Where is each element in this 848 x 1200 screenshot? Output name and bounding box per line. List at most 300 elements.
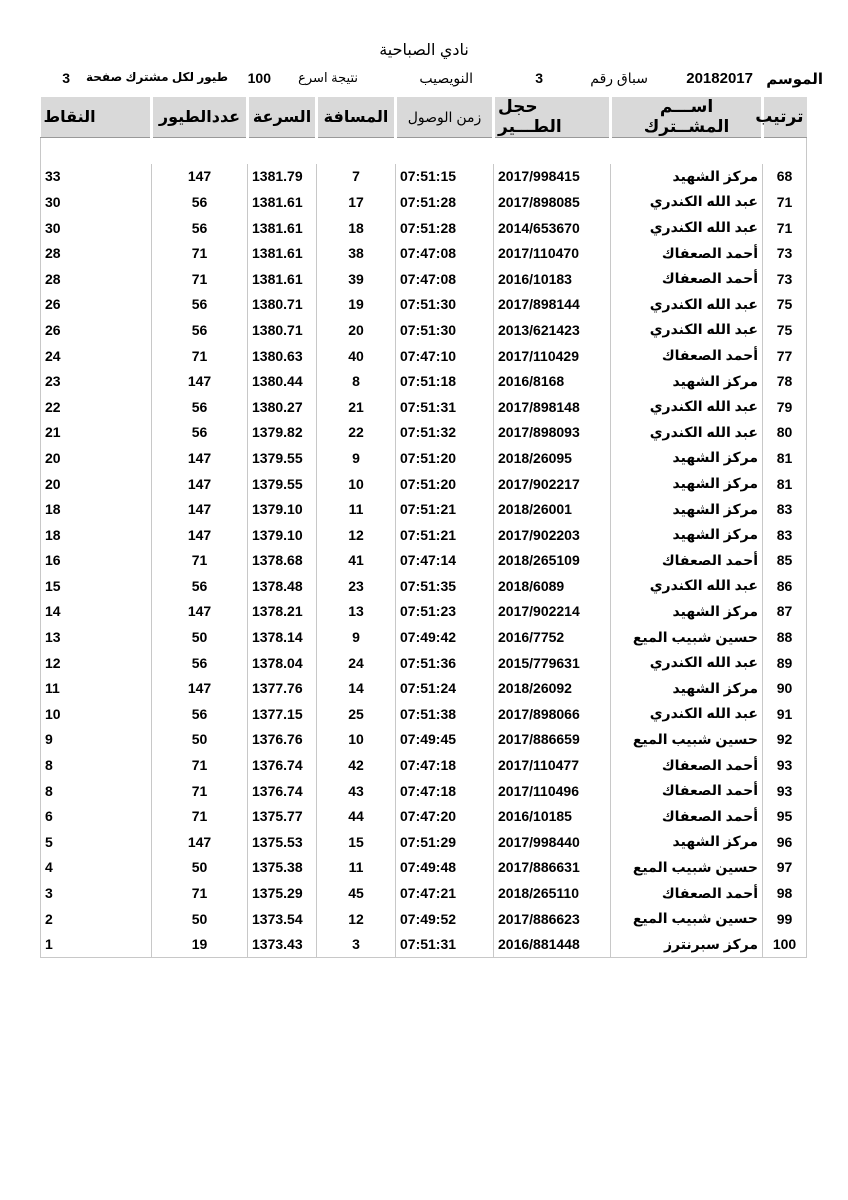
row-ring-number: 2018/265109 [494,548,611,574]
row-rank: 78 [763,368,807,394]
row-speed: 1380.44 [248,368,317,394]
table-row [41,752,807,778]
row-speed: 1377.15 [248,701,317,727]
table-row [41,164,807,190]
row-points: 8 [41,752,152,778]
row-bird-count: 50 [152,906,248,932]
row-participant: حسين شبيب الميع [611,727,763,753]
row-ring-number: 2018/6089 [494,573,611,599]
row-speed: 1379.55 [248,471,317,497]
table-row [41,931,807,957]
row-arrival-time: 07:51:15 [396,164,494,190]
row-speed: 1379.82 [248,420,317,446]
col-header-speed: السرعة [248,97,317,138]
row-bird-count: 71 [152,343,248,369]
race-info-line [0,70,848,92]
row-points: 2 [41,906,152,932]
row-bird-count: 71 [152,778,248,804]
row-arrival-time: 07:51:29 [396,829,494,855]
row-participant: أحمد الصعفاك [611,880,763,906]
row-speed: 1381.61 [248,215,317,241]
row-rank: 71 [763,215,807,241]
row-participant: حسين شبيب الميع [611,906,763,932]
row-arrival-time: 07:51:38 [396,701,494,727]
row-participant: أحمد الصعفاك [611,803,763,829]
row-rank: 97 [763,855,807,881]
table-row [41,778,807,804]
row-speed: 1375.29 [248,880,317,906]
col-header-participant: اســـم المشــترك [611,97,763,138]
row-arrival-time: 07:51:28 [396,215,494,241]
row-arrival-time: 07:47:08 [396,266,494,292]
col-header-distance: المسافة [317,97,396,138]
row-arrival-time: 07:51:23 [396,599,494,625]
row-arrival-time: 07:47:21 [396,880,494,906]
row-ring-number: 2016/8168 [494,368,611,394]
table-row [41,803,807,829]
race-location: النويصيب [419,70,473,86]
row-ring-number: 2016/881448 [494,931,611,957]
row-participant: مركز الشهيد [611,471,763,497]
row-bird-count: 71 [152,548,248,574]
row-speed: 1379.10 [248,522,317,548]
row-distance: 12 [317,906,396,932]
row-participant: حسين شبيب الميع [611,624,763,650]
table-row [41,855,807,881]
table-row [41,650,807,676]
fastest-label: نتيجة اسرع [298,70,358,85]
row-points: 20 [41,445,152,471]
table-row [41,317,807,343]
table-row [41,215,807,241]
row-bird-count: 71 [152,880,248,906]
row-points: 23 [41,368,152,394]
row-arrival-time: 07:51:20 [396,445,494,471]
row-participant: مركز الشهيد [611,368,763,394]
row-distance: 13 [317,599,396,625]
row-participant: عبد الله الكندري [611,215,763,241]
row-speed: 1380.63 [248,343,317,369]
table-row [41,675,807,701]
row-points: 33 [41,164,152,190]
row-arrival-time: 07:49:45 [396,727,494,753]
row-bird-count: 56 [152,189,248,215]
row-participant: أحمد الصعفاك [611,752,763,778]
row-arrival-time: 07:51:30 [396,292,494,318]
col-header-points: النقاط [41,97,152,138]
row-ring-number: 2018/265110 [494,880,611,906]
row-rank: 75 [763,292,807,318]
row-points: 26 [41,317,152,343]
row-arrival-time: 07:49:52 [396,906,494,932]
row-distance: 39 [317,266,396,292]
row-participant: أحمد الصعفاك [611,548,763,574]
row-speed: 1380.71 [248,317,317,343]
row-rank: 87 [763,599,807,625]
row-points: 24 [41,343,152,369]
row-arrival-time: 07:51:31 [396,931,494,957]
row-ring-number: 2017/110477 [494,752,611,778]
row-ring-number: 2013/621423 [494,317,611,343]
row-rank: 85 [763,548,807,574]
row-rank: 77 [763,343,807,369]
row-points: 3 [41,880,152,906]
col-header-rank: ترتيب [763,97,807,138]
row-ring-number: 2018/26001 [494,496,611,522]
row-points: 22 [41,394,152,420]
row-bird-count: 147 [152,675,248,701]
row-bird-count: 147 [152,445,248,471]
row-distance: 14 [317,675,396,701]
table-row [41,701,807,727]
row-rank: 75 [763,317,807,343]
row-speed: 1379.10 [248,496,317,522]
row-distance: 25 [317,701,396,727]
row-speed: 1375.53 [248,829,317,855]
row-ring-number: 2016/10183 [494,266,611,292]
row-points: 26 [41,292,152,318]
row-points: 18 [41,522,152,548]
row-arrival-time: 07:51:20 [396,471,494,497]
row-distance: 45 [317,880,396,906]
row-ring-number: 2017/902214 [494,599,611,625]
row-bird-count: 19 [152,931,248,957]
table-row [41,496,807,522]
row-speed: 1378.68 [248,548,317,574]
row-speed: 1373.43 [248,931,317,957]
row-distance: 22 [317,420,396,446]
race-label: سباق رقم [590,70,648,86]
row-distance: 15 [317,829,396,855]
row-bird-count: 56 [152,650,248,676]
row-points: 9 [41,727,152,753]
table-row [41,420,807,446]
row-distance: 10 [317,727,396,753]
row-points: 16 [41,548,152,574]
row-participant: أحمد الصعفاك [611,240,763,266]
per-member-label: طيور لكل مشترك صفحة [86,70,228,84]
row-distance: 24 [317,650,396,676]
row-arrival-time: 07:47:08 [396,240,494,266]
row-speed: 1378.48 [248,573,317,599]
row-participant: مركز الشهيد [611,829,763,855]
row-bird-count: 147 [152,164,248,190]
row-bird-count: 50 [152,727,248,753]
row-rank: 93 [763,752,807,778]
row-points: 14 [41,599,152,625]
row-speed: 1377.76 [248,675,317,701]
row-distance: 11 [317,855,396,881]
table-row [41,445,807,471]
row-ring-number: 2015/779631 [494,650,611,676]
row-speed: 1373.54 [248,906,317,932]
row-ring-number: 2016/10185 [494,803,611,829]
table-row [41,368,807,394]
row-rank: 95 [763,803,807,829]
row-participant: عبد الله الكندري [611,701,763,727]
row-participant: عبد الله الكندري [611,189,763,215]
row-points: 30 [41,215,152,241]
row-bird-count: 71 [152,240,248,266]
row-ring-number: 2016/7752 [494,624,611,650]
row-ring-number: 2017/898066 [494,701,611,727]
row-distance: 42 [317,752,396,778]
table-row [41,471,807,497]
row-rank: 92 [763,727,807,753]
table-header-row [41,97,807,138]
row-ring-number: 2017/886623 [494,906,611,932]
row-distance: 17 [317,189,396,215]
row-arrival-time: 07:47:10 [396,343,494,369]
row-participant: مركز الشهيد [611,675,763,701]
col-header-birds: عددالطيور [152,97,248,138]
table-row [41,548,807,574]
row-speed: 1380.71 [248,292,317,318]
row-points: 12 [41,650,152,676]
row-points: 13 [41,624,152,650]
row-speed: 1376.74 [248,778,317,804]
row-distance: 7 [317,164,396,190]
row-participant: مركز سبرنترز [611,931,763,957]
row-rank: 73 [763,266,807,292]
row-distance: 3 [317,931,396,957]
table-row [41,624,807,650]
row-bird-count: 50 [152,855,248,881]
table-row [41,189,807,215]
row-rank: 68 [763,164,807,190]
row-arrival-time: 07:47:20 [396,803,494,829]
row-distance: 44 [317,803,396,829]
row-distance: 10 [317,471,396,497]
row-speed: 1379.55 [248,445,317,471]
season-label: الموسم [766,71,823,88]
row-arrival-time: 07:47:18 [396,778,494,804]
row-ring-number: 2017/110429 [494,343,611,369]
row-distance: 41 [317,548,396,574]
row-speed: 1378.04 [248,650,317,676]
row-distance: 23 [317,573,396,599]
row-ring-number: 2017/898144 [494,292,611,318]
row-speed: 1381.61 [248,266,317,292]
row-rank: 83 [763,496,807,522]
row-points: 30 [41,189,152,215]
row-arrival-time: 07:47:18 [396,752,494,778]
row-rank: 96 [763,829,807,855]
row-ring-number: 2017/898148 [494,394,611,420]
row-bird-count: 147 [152,471,248,497]
table-row [41,266,807,292]
row-points: 1 [41,931,152,957]
row-arrival-time: 07:51:36 [396,650,494,676]
results-table [40,97,807,958]
row-rank: 100 [763,931,807,957]
table-row [41,240,807,266]
row-rank: 81 [763,471,807,497]
table-row [41,599,807,625]
row-ring-number: 2017/902203 [494,522,611,548]
row-speed: 1381.61 [248,240,317,266]
row-arrival-time: 07:51:18 [396,368,494,394]
row-bird-count: 147 [152,368,248,394]
row-ring-number: 2018/26092 [494,675,611,701]
row-ring-number: 2014/653670 [494,215,611,241]
row-points: 20 [41,471,152,497]
table-row [41,292,807,318]
row-rank: 86 [763,573,807,599]
birds-limit: 100 [247,70,271,86]
row-speed: 1380.27 [248,394,317,420]
row-speed: 1375.38 [248,855,317,881]
row-points: 5 [41,829,152,855]
row-speed: 1381.61 [248,189,317,215]
table-row [41,522,807,548]
row-bird-count: 56 [152,573,248,599]
row-rank: 90 [763,675,807,701]
club-title: نادي الصباحية [379,42,469,59]
row-ring-number: 2017/886659 [494,727,611,753]
row-arrival-time: 07:49:42 [396,624,494,650]
row-rank: 81 [763,445,807,471]
row-bird-count: 147 [152,496,248,522]
row-rank: 79 [763,394,807,420]
row-bird-count: 147 [152,829,248,855]
row-rank: 91 [763,701,807,727]
row-rank: 83 [763,522,807,548]
row-arrival-time: 07:51:21 [396,522,494,548]
row-points: 28 [41,240,152,266]
row-rank: 88 [763,624,807,650]
row-distance: 18 [317,215,396,241]
row-bird-count: 56 [152,292,248,318]
race-number: 3 [535,70,543,86]
row-points: 15 [41,573,152,599]
row-arrival-time: 07:51:21 [396,496,494,522]
row-participant: مركز الشهيد [611,164,763,190]
row-speed: 1376.76 [248,727,317,753]
row-participant: حسين شبيب الميع [611,855,763,881]
table-row [41,573,807,599]
row-distance: 12 [317,522,396,548]
row-distance: 21 [317,394,396,420]
row-arrival-time: 07:47:14 [396,548,494,574]
row-bird-count: 71 [152,266,248,292]
row-arrival-time: 07:51:32 [396,420,494,446]
row-participant: مركز الشهيد [611,445,763,471]
table-row [41,906,807,932]
row-rank: 71 [763,189,807,215]
row-ring-number: 2018/26095 [494,445,611,471]
col-header-ring: حجل الطـــير [494,97,611,138]
col-header-arrival: زمن الوصول [396,97,494,138]
row-bird-count: 71 [152,803,248,829]
row-speed: 1378.21 [248,599,317,625]
row-distance: 20 [317,317,396,343]
page-number: 3 [62,70,70,86]
row-participant: مركز الشهيد [611,496,763,522]
row-ring-number: 2017/110496 [494,778,611,804]
row-rank: 99 [763,906,807,932]
row-bird-count: 147 [152,599,248,625]
row-bird-count: 56 [152,215,248,241]
row-bird-count: 147 [152,522,248,548]
row-arrival-time: 07:51:31 [396,394,494,420]
row-ring-number: 2017/902217 [494,471,611,497]
row-rank: 73 [763,240,807,266]
row-rank: 89 [763,650,807,676]
row-ring-number: 2017/998415 [494,164,611,190]
row-rank: 98 [763,880,807,906]
row-points: 11 [41,675,152,701]
row-distance: 38 [317,240,396,266]
row-bird-count: 56 [152,701,248,727]
row-participant: أحمد الصعفاك [611,343,763,369]
row-speed: 1378.14 [248,624,317,650]
row-points: 18 [41,496,152,522]
row-speed: 1381.79 [248,164,317,190]
row-distance: 8 [317,368,396,394]
row-arrival-time: 07:51:35 [396,573,494,599]
row-participant: أحمد الصعفاك [611,778,763,804]
row-points: 4 [41,855,152,881]
row-points: 8 [41,778,152,804]
row-bird-count: 56 [152,420,248,446]
row-arrival-time: 07:49:48 [396,855,494,881]
row-points: 28 [41,266,152,292]
row-ring-number: 2017/886631 [494,855,611,881]
row-speed: 1375.77 [248,803,317,829]
row-bird-count: 56 [152,394,248,420]
row-participant: مركز الشهيد [611,522,763,548]
row-ring-number: 2017/898093 [494,420,611,446]
row-ring-number: 2017/898085 [494,189,611,215]
row-ring-number: 2017/110470 [494,240,611,266]
row-distance: 43 [317,778,396,804]
table-row [41,343,807,369]
row-arrival-time: 07:51:28 [396,189,494,215]
row-arrival-time: 07:51:24 [396,675,494,701]
row-points: 21 [41,420,152,446]
row-rank: 93 [763,778,807,804]
row-participant: عبد الله الكندري [611,292,763,318]
row-points: 6 [41,803,152,829]
table-row [41,394,807,420]
row-participant: عبد الله الكندري [611,394,763,420]
row-rank: 80 [763,420,807,446]
row-participant: عبد الله الكندري [611,317,763,343]
row-distance: 19 [317,292,396,318]
row-bird-count: 50 [152,624,248,650]
row-participant: عبد الله الكندري [611,650,763,676]
row-participant: أحمد الصعفاك [611,266,763,292]
row-bird-count: 71 [152,752,248,778]
row-bird-count: 56 [152,317,248,343]
table-row [41,829,807,855]
row-participant: عبد الله الكندري [611,573,763,599]
row-participant: عبد الله الكندري [611,420,763,446]
row-points: 10 [41,701,152,727]
row-ring-number: 2017/998440 [494,829,611,855]
table-row [41,727,807,753]
season-value: 20182017 [686,70,753,87]
row-distance: 9 [317,445,396,471]
row-arrival-time: 07:51:30 [396,317,494,343]
row-distance: 11 [317,496,396,522]
row-participant: مركز الشهيد [611,599,763,625]
table-row [41,880,807,906]
row-distance: 40 [317,343,396,369]
row-speed: 1376.74 [248,752,317,778]
row-distance: 9 [317,624,396,650]
